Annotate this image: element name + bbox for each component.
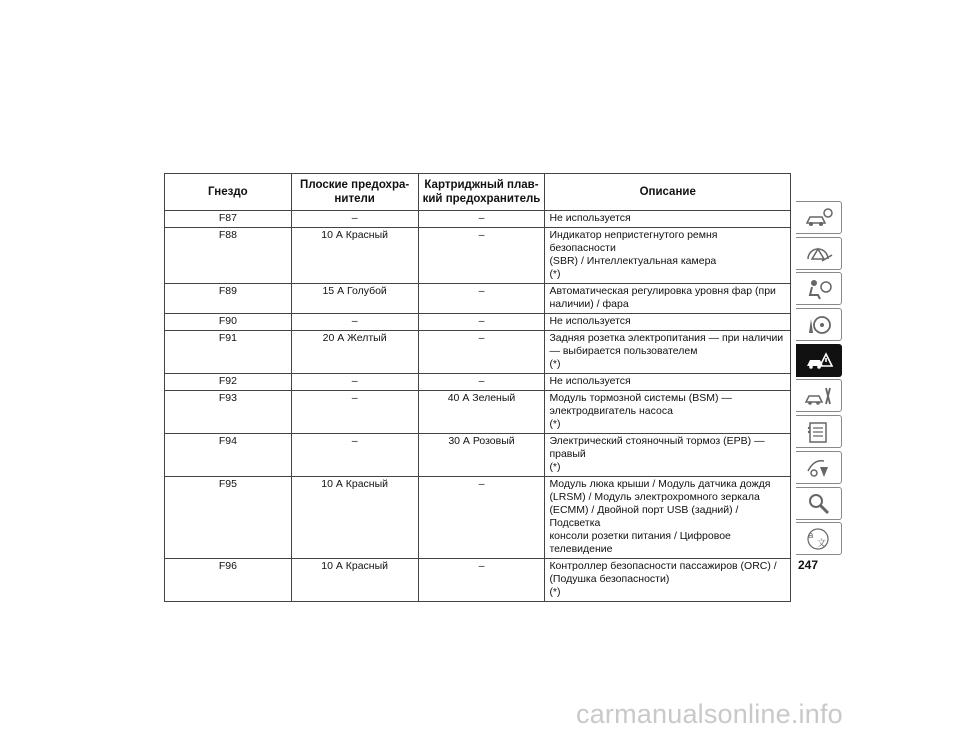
cell-cartridge-fuse: – [418, 331, 545, 374]
table-row [165, 559, 791, 602]
table-body [165, 211, 791, 602]
cell-blade-fuse: – [291, 374, 418, 391]
chapter-tab[interactable] [796, 308, 842, 341]
chapter-tab[interactable] [796, 522, 842, 555]
cell-blade-fuse: – [291, 211, 418, 228]
svg-text:文: 文 [816, 538, 826, 549]
cell-slot: F90 [165, 314, 292, 331]
cell-description: Электрический стояночный тормоз (EPB) — правый (*) [545, 434, 791, 477]
cell-slot: F94 [165, 434, 292, 477]
cell-cartridge-fuse: – [418, 559, 545, 602]
cell-description: Контроллер безопасности пассажиров (ORC) / (Подушка безопасности) (*) [545, 559, 791, 602]
chapter-tab[interactable] [796, 379, 842, 412]
cell-description: Индикатор непристегнутого ремня безопасности (SBR) / Интеллектуальная камера (*) [545, 228, 791, 284]
cell-slot: F92 [165, 374, 292, 391]
chapter-tab[interactable] [796, 451, 842, 484]
cell-description: Не используется [545, 211, 791, 228]
cell-description: Не используется [545, 314, 791, 331]
cell-cartridge-fuse: – [418, 228, 545, 284]
chapter-tab[interactable] [796, 344, 842, 377]
language-icon [804, 527, 834, 551]
header-blade-fuses: Плоские предохра- нители [291, 174, 418, 211]
table-row [165, 314, 791, 331]
cell-slot: F96 [165, 559, 292, 602]
cell-cartridge-fuse: – [418, 314, 545, 331]
table-row [165, 434, 791, 477]
header-description: Описание [545, 174, 791, 211]
watermark: carmanualsonline.info [576, 699, 843, 729]
chapter-tab[interactable] [796, 415, 842, 448]
table-row [165, 228, 791, 284]
cell-cartridge-fuse: – [418, 374, 545, 391]
cell-cartridge-fuse: – [418, 211, 545, 228]
cell-blade-fuse: 10 А Красный [291, 228, 418, 284]
cell-slot: F95 [165, 477, 292, 559]
cell-slot: F89 [165, 284, 292, 314]
table-row [165, 331, 791, 374]
cell-slot: F87 [165, 211, 292, 228]
chapter-tab[interactable] [796, 237, 842, 270]
cell-cartridge-fuse: 30 А Розовый [418, 434, 545, 477]
cell-description: Не используется [545, 374, 791, 391]
cell-slot: F91 [165, 331, 292, 374]
cell-cartridge-fuse: – [418, 477, 545, 559]
cell-cartridge-fuse: – [418, 284, 545, 314]
cell-slot: F93 [165, 391, 292, 434]
chapter-tab[interactable] [796, 201, 842, 234]
table-header-row [165, 174, 791, 211]
steering-wheel-icon [804, 313, 834, 337]
table-row [165, 374, 791, 391]
fuse-table [164, 173, 791, 602]
cell-description: Модуль тормозной системы (BSM) — электродвигатель насоса (*) [545, 391, 791, 434]
cell-description: Автоматическая регулировка уровня фар (при наличии) / фара [545, 284, 791, 314]
cell-blade-fuse: 10 А Красный [291, 559, 418, 602]
svg-text:a: a [807, 530, 814, 541]
cell-description: Задняя розетка электропитания — при наличии — выбирается пользователем (*) [545, 331, 791, 374]
car-info-icon [804, 206, 834, 230]
cell-cartridge-fuse: 40 А Зеленый [418, 391, 545, 434]
cell-blade-fuse: 10 А Красный [291, 477, 418, 559]
table-row [165, 477, 791, 559]
dashboard-warning-icon [804, 241, 834, 265]
table-row [165, 211, 791, 228]
header-slot: Гнездо [165, 174, 292, 211]
table-row [165, 284, 791, 314]
header-cartridge-fuse: Картриджный плав- кий предохранитель [418, 174, 545, 211]
airbag-seat-icon [804, 277, 834, 301]
cell-blade-fuse: – [291, 314, 418, 331]
cell-slot: F88 [165, 228, 292, 284]
table-row [165, 391, 791, 434]
chapter-tabs [796, 201, 842, 558]
chapter-tab[interactable] [796, 487, 842, 520]
multimedia-icon [804, 455, 834, 479]
cell-blade-fuse: 20 А Желтый [291, 331, 418, 374]
chapter-tab[interactable] [796, 272, 842, 305]
page-number: 247 [797, 558, 818, 572]
emergency-car-icon [804, 348, 834, 372]
cell-blade-fuse: – [291, 434, 418, 477]
search-index-icon [804, 491, 834, 515]
cell-description: Модуль люка крыши / Модуль датчика дождя (LRSM) / Модуль электрохромного зеркала (ECMM) / Двойной порт USB (задний) / Подсветка консоли розетки питания / Цифровое телевидение [545, 477, 791, 559]
cell-blade-fuse: – [291, 391, 418, 434]
cell-blade-fuse: 15 А Голубой [291, 284, 418, 314]
car-service-tools-icon [804, 384, 834, 408]
spec-list-icon [804, 420, 834, 444]
